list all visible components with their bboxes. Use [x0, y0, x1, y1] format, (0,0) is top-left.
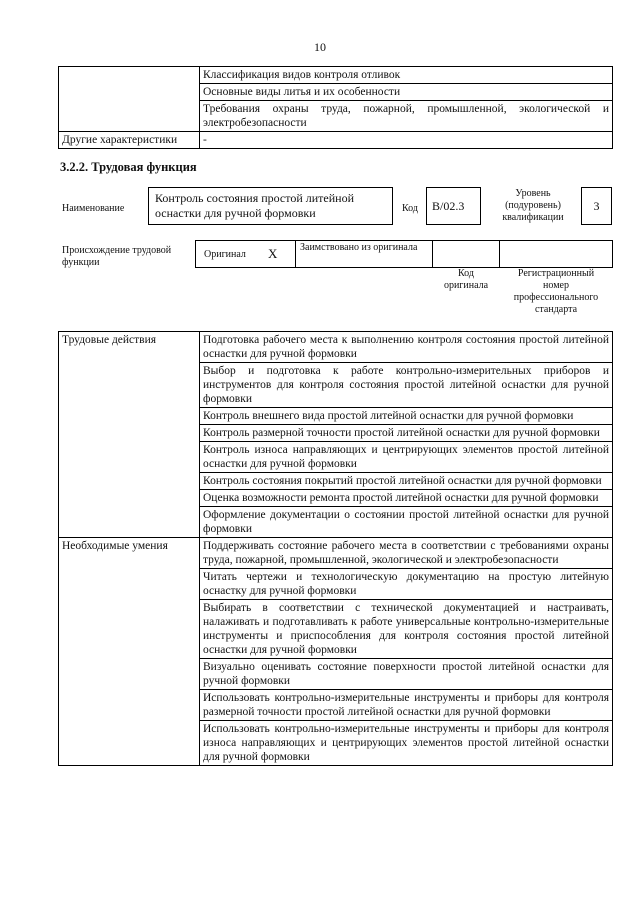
labor-action: Подготовка рабочего места к выполнению контроля состояния простой литейной оснастки для ручной формовки	[200, 332, 613, 363]
skill: Визуально оценивать состояние поверхности простой литейной оснастки для ручной формовки	[200, 659, 613, 690]
labor-action: Контроль состояния покрытий простой литейной оснастки для ручной формовки	[200, 473, 613, 490]
skill: Поддерживать состояние рабочего места в соответствии с требованиями охраны труда, пожарной, промышленной, экологической и электробезопасности	[200, 538, 613, 569]
skill: Использовать контрольно-измерительные инструменты и приборы для контроля размерной точности простой литейной оснастки для ручной формовки	[200, 690, 613, 721]
labor-action: Оценка возможности ремонта простой литейной оснастки для ручной формовки	[200, 490, 613, 507]
page-number: 10	[314, 40, 326, 54]
labor-action: Контроль размерной точности простой литейной оснастки для ручной формовки	[200, 425, 613, 442]
function-code-value: В/02.3	[426, 187, 481, 225]
top-table	[58, 66, 613, 149]
skill: Выбирать в соответствии с технической документацией и настраивать, налаживать и подготавливать к работе универсальные контрольно-измерительные инструменты и приспособления для контроля состояния простой литейной оснастки для ручной формовки	[200, 600, 613, 659]
original-label: Оригинал	[204, 249, 246, 260]
labor-actions-label: Трудовые действия	[59, 332, 200, 538]
top-table-value: -	[200, 132, 613, 149]
main-table	[58, 331, 613, 766]
top-table-empty-label	[59, 67, 200, 132]
section-title: 3.2.2. Трудовая функция	[60, 160, 197, 174]
code-label: Код	[402, 203, 418, 214]
skill: Читать чертежи и технологическую документацию на простую литейную оснастку для ручной формовки	[200, 569, 613, 600]
reg-caption: Регистрационный номер профессионального стандарта	[513, 268, 599, 315]
level-value: 3	[581, 187, 612, 225]
labor-action: Контроль внешнего вида простой литейной оснастки для ручной формовки	[200, 408, 613, 425]
labor-action: Контроль износа направляющих и центрирующих элементов простой литейной оснастки для ручной формовки	[200, 442, 613, 473]
top-table-value: Основные виды литья и их особенности	[200, 84, 613, 101]
level-label: Уровень (подуровень) квалификации	[502, 188, 564, 223]
function-name-value: Контроль состояния простой литейной оснастки для ручной формовки	[148, 187, 393, 225]
code-caption: Код оригинала	[443, 268, 489, 291]
skill: Использовать контрольно-измерительные инструменты и приборы для контроля износа направляющих и центрирующих элементов простой литейной оснастки для ручной формовки	[200, 721, 613, 766]
name-label: Наименование	[62, 203, 125, 214]
skills-label: Необходимые умения	[59, 538, 200, 766]
top-table-value: Классификация видов контроля отливок	[200, 67, 613, 84]
origin-label: Происхождение трудовой функции	[62, 245, 172, 268]
top-table-label: Другие характеристики	[59, 132, 200, 149]
top-table-value: Требования охраны труда, пожарной, промышленной, экологической и электробезопасности	[200, 101, 613, 132]
original-mark: X	[268, 246, 278, 261]
labor-action: Выбор и подготовка к работе контрольно-измерительных приборов и инструментов для контроля состояния простой литейной оснастки для ручной формовки	[200, 363, 613, 408]
borrowed-label: Заимствовано из оригинала	[300, 242, 418, 253]
labor-action: Оформление документации о состоянии простой литейной оснастки для ручной формовки	[200, 507, 613, 538]
origin-row	[195, 240, 613, 268]
